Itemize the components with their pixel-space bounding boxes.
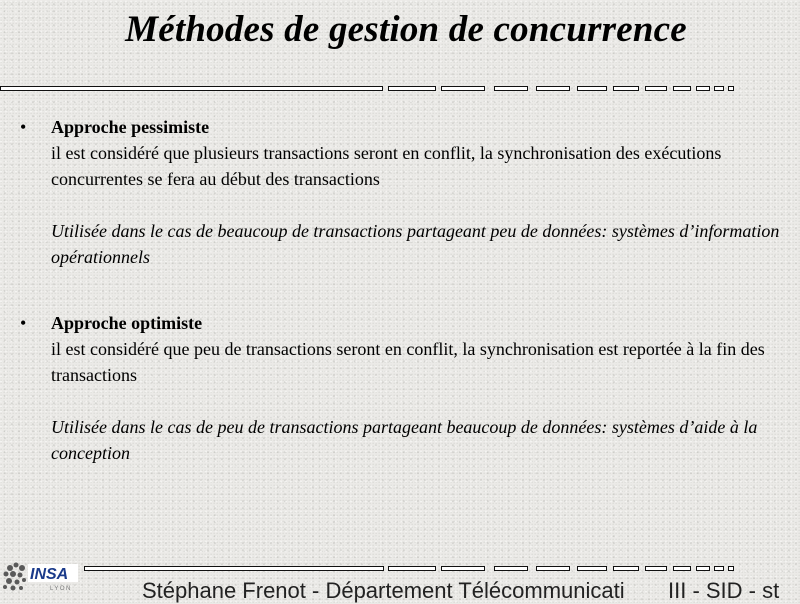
bullet-icon: • — [20, 117, 27, 137]
logo-text: INSA — [30, 566, 69, 583]
bullet-note: Utilisée dans le cas de beaucoup de transactions partageant peu de données: systèmes d’information opérationnels — [51, 221, 780, 267]
bullet-list — [20, 114, 790, 466]
bullet-icon: • — [20, 313, 27, 333]
bullet-item-optimiste — [20, 310, 790, 466]
bullet-heading: Approche pessimiste — [51, 117, 210, 137]
logo-subtext: LYON — [50, 586, 72, 592]
footer-author: Stéphane Frenot - Département Télécommunicati — [142, 578, 625, 603]
bullet-text: il est considéré que peu de transactions seront en conflit, la synchronisation est reportée à la fin des transactions — [51, 339, 765, 385]
footer-divider — [0, 566, 800, 574]
bullet-heading: Approche optimiste — [51, 313, 203, 333]
bullet-text: il est considéré que plusieurs transactions seront en conflit, la synchronisation des exécutions concurrentes se fera au début des transactions — [51, 143, 722, 189]
bullet-note: Utilisée dans le cas de peu de transactions partageant beaucoup de données: systèmes d’aide à la conception — [51, 417, 758, 463]
footer-department: III - SID - st — [668, 578, 780, 603]
bullet-item-pessimiste — [20, 114, 790, 270]
insa-logo — [0, 556, 80, 600]
slide-title: Méthodes de gestion de concurrence — [125, 9, 687, 50]
title-divider — [0, 86, 800, 94]
